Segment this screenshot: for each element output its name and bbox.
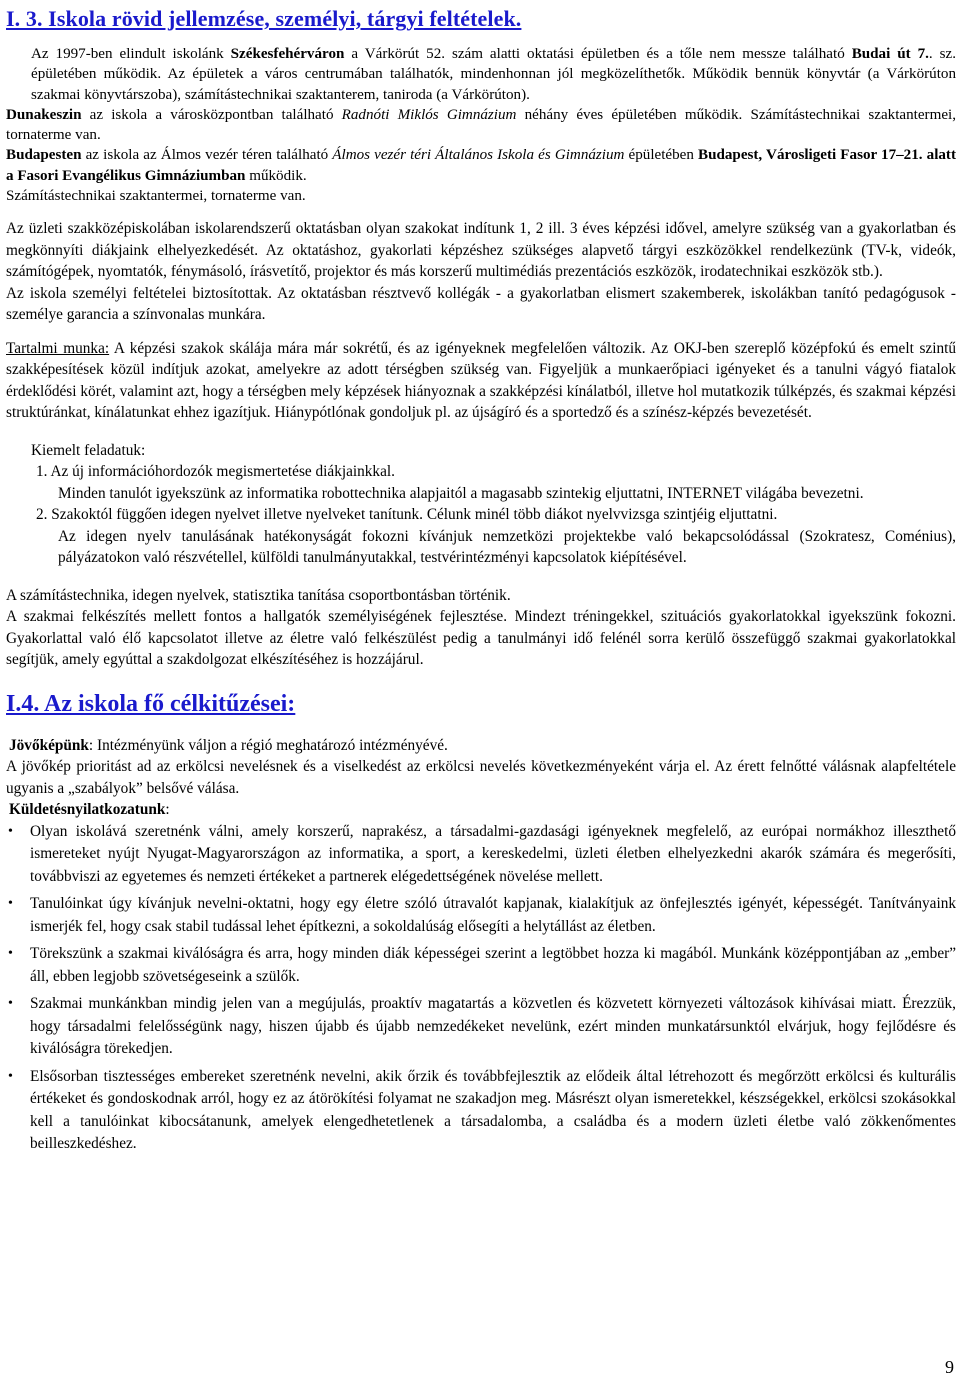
paragraph-personality: A szakmai felkészítés mellett fontos a hallgatók személyiségének fejlesztése. Mindezt tréningekkel, szituációs gyakorlatokkal igyekszünk fokozni. Gyakorlattal való élő kapcsolatot illetve az életre való felkészülést pedig a tanulmányi idő felénél sorra kerülő összefüggő szakmai gyakorlatokkal segítjük, amely egyúttal a szakdolgozat elkészítéséhez is hozzájárul.: [6, 608, 956, 669]
task-item-1-text: Minden tanulót igyekszünk az informatika robottechnika alapjaitól a magasabb szintekig eljuttatni, INTERNET világába bevezetni.: [58, 484, 864, 502]
city-name: Budapesten: [6, 147, 82, 164]
section-methods: [6, 585, 956, 671]
paragraph-budapest: [6, 145, 956, 186]
section-tasks: [6, 440, 956, 569]
bullet-icon: •: [8, 1068, 13, 1084]
task-item-1: 1. Az új információhordozók megismertetése diákjainkkal.: [36, 463, 395, 481]
section-equipment: [6, 218, 956, 326]
paragraph-dunakeszi: [6, 105, 956, 146]
text: néhány éves épületében működik. Számítástechnikai szaktantermei, tornaterme van.: [6, 106, 956, 144]
bullet-icon: •: [8, 896, 13, 912]
city-name: Székesfehérváron: [230, 46, 345, 62]
address: Budapest, Városligeti Fasor 17–21. alatt a Fasori Evangélikus Gimnáziumban: [6, 147, 956, 184]
section-vision: [6, 735, 956, 821]
text: az iskola a városközpontban található: [81, 106, 342, 123]
mission-list: [6, 821, 956, 1156]
bullet-icon: •: [8, 823, 13, 839]
text: :: [165, 801, 170, 819]
section-locations: [6, 44, 956, 206]
text: Az 1997-ben elindult iskolánk: [31, 46, 231, 62]
task-item-2-text: Az idegen nyelv tanulásának hatékonyságát fokozni kívánjuk nemzetközi projektekbe való bekapcsolódással (Szokratesz, Coménius), pályázatokon való részvétellel, külföldi tanulmányutakkal, testvérintézményi kapcsolatok kiépítésével.: [58, 527, 956, 567]
list-item: [6, 943, 956, 988]
paragraph-content-work: [6, 338, 956, 424]
paragraph-szekesfehervar: [6, 44, 956, 105]
page-number: 9: [945, 1357, 954, 1377]
task-item-2: 2. Szakoktól függően idegen nyelvet illetve nyelveket tanítunk. Célunk minél több diákot nyelvvizsga szintjéig eljuttatni.: [36, 506, 778, 524]
text: . sz. épületében működik. Az épületek a város centrumában találhatók, mindenhonnan jól megközelíthetők. Működik bennük könyvtár (a Várkörúton szakmai könyvtárszoba), számítástechnikai szaktanterem, taniroda (a Várkörúton).: [31, 46, 956, 103]
list-item: [6, 893, 956, 938]
vision-label: Jövőképünk: [9, 736, 89, 754]
text: a Várkörút 52. szám alatti oktatási épületben és a tőle nem messze található: [344, 46, 852, 62]
list-item-text: Olyan iskolává szeretnénk válni, amely korszerű, naprakész, a társadalmi-gazdasági igényeknek megfelelő, az európai normákhoz illeszthető ismereteket nyújt Nyugat-Magyarországon az informatika, a sport, a kereskedelmi, üzleti életben elhelyezkedni akarók számára és megerősíti, továbbviszi az egyetemes és nemzeti értékeket a partnerek elégedettségének növelése mellett.: [30, 822, 956, 885]
text: az iskola az Álmos vezér téren található: [81, 147, 333, 164]
section-content-work: [6, 338, 956, 424]
list-item: [6, 993, 956, 1061]
vision-paragraph: A jövőkép prioritást ad az erkölcsi nevelésnek és a viselkedést az erkölcsi nevelés következményeként várja el. Az érett felnőtté válásnak alapfeltétele ugyanis a „szabályok” belsővé válása.: [6, 758, 956, 797]
paragraph-staff: Az iskola személyi feltételei biztosítottak. Az oktatásban résztvevő kollégák - a gyakorlatban elismert szakemberek, iskolákban tanító pedagógusok - személye garancia a színvonalas munkára.: [6, 284, 956, 324]
paragraph-courses: Az üzleti szakközépiskolában iskolarendszerű oktatásban olyan szakokat indítunk 1, 2 ill. 3 éves képzési idővel, amelyre szükség van a gyakorlatban és megkönnyíti diákjaink elhelyezkedését. Az oktatáshoz, gyakorlati képzéshez szükséges alapvető tárgyi eszközökkel rendelkezünk (TV-k, videók, számítógépek, nyomtatók, fénymásoló, írásvetítő, projektor és más korszerű multimédiás prezentációs eszközök, irodatechnikai eszközök stb.).: [6, 220, 956, 281]
paragraph-budapest-rooms: Számítástechnikai szaktantermei, tornaterme van.: [6, 188, 306, 205]
section-heading-4: I.4. Az iskola fő célkitűzései:: [6, 690, 296, 717]
tasks-title: Kiemelt feladatuk:: [31, 441, 146, 459]
list-item-text: Elsősorban tisztességes embereket szeretnénk nevelni, akik őrzik és továbbfejlesztik az elődeik által létrehozott és megőrzött erkölcsi és kulturális értékeket és gondoskodnak arról, hogy ez az átörökítési folyamat ne szakadjon meg. Másrészt olyan ismeretekkel, készségekkel, erkölcsi szokásokkal kell a tanulóinkat kibocsátanunk, amelyek elengedhetetlenek a társadalomba, a családba és a modern üzleti életbe való zökkenőmentes beilleszkedéshez.: [30, 1067, 956, 1153]
mission-title: [6, 799, 956, 821]
address: Budai út 7.: [851, 46, 929, 62]
text: működik.: [245, 167, 307, 184]
text: épületében: [624, 147, 699, 164]
document-page: [6, 0, 956, 1156]
paragraph-group-teaching: A számítástechnika, idegen nyelvek, statisztika tanítása csoportbontásban történik.: [6, 586, 511, 604]
school-name: Álmos vezér téri Általános Iskola és Gimnázium: [332, 147, 625, 164]
list-item: [6, 821, 956, 889]
list-item-text: Szakmai munkánkban mindig jelen van a megújulás, proaktív magatartás a közvetlen és közvetett környezeti változások kihívásai miatt. Érezzük, hogy társadalmi felelősségünk nagy, hiszen újabb és újabb nemzedékeket nevelünk, ezért minden munkatársunktól elvárjuk, hogy fejlődésre és kiválóságra törekedjen.: [30, 995, 956, 1058]
vision-line: [6, 735, 956, 757]
bullet-icon: •: [8, 996, 13, 1012]
city-name: Dunakeszin: [6, 106, 82, 123]
content-work-label: Tartalmi munka:: [6, 339, 110, 357]
section-heading-3: I. 3. Iskola rövid jellemzése, személyi, tárgyi feltételek.: [6, 6, 522, 31]
list-item: [6, 1066, 956, 1156]
mission-label: Küldetésnyilatkozatunk: [9, 801, 166, 819]
list-item-text: Tanulóinkat úgy kívánjuk nevelni-oktatni, hogy egy életre szóló útravalót kapjanak, kialakítjuk az önfejlesztés igényét, képességét. Tanítványaink ismerjék fel, hogy csak stabil tudással lehet építkezni, a sokoldalúság elősegíti a helytállást az életben.: [30, 895, 956, 935]
text: : Intézményünk váljon a régió meghatározó intézményévé.: [88, 736, 448, 754]
bullet-icon: •: [8, 946, 13, 962]
school-name: Radnóti Miklós Gimnázium: [341, 106, 517, 123]
text: A képzési szakok skálája mára már sokrétű, és az igényeknek megfelelően változik. Az OKJ-ben szereplő középfokú és emelt szintű szakképesítések közül indítjuk azokat, amelyekre az adott térségben szükség van. Figyeljük a munkaerőpiaci igényeket és a tanulni vágyó fiatalok érdeklődési körét, valamint azt, hogy a térségben mely képzések hiányoznak a szakképzési kínálatból, illetve hol mutatkozik túlképzés, és szakmai képzési struktúránkat, kínálatunkat ehhez igazítjuk. Hiánypótlónak gondoljuk pl. az újságíró és a sportedző és a színész-képzés bevezetését.: [6, 339, 957, 422]
list-item-text: Törekszünk a szakmai kiválóságra és arra, hogy minden diák képességei szerint a legtöbbet hozza ki magából. Munkánk középpontjában az „ember” áll, ebben legjobb szövetségeseink a szülők.: [30, 945, 956, 985]
